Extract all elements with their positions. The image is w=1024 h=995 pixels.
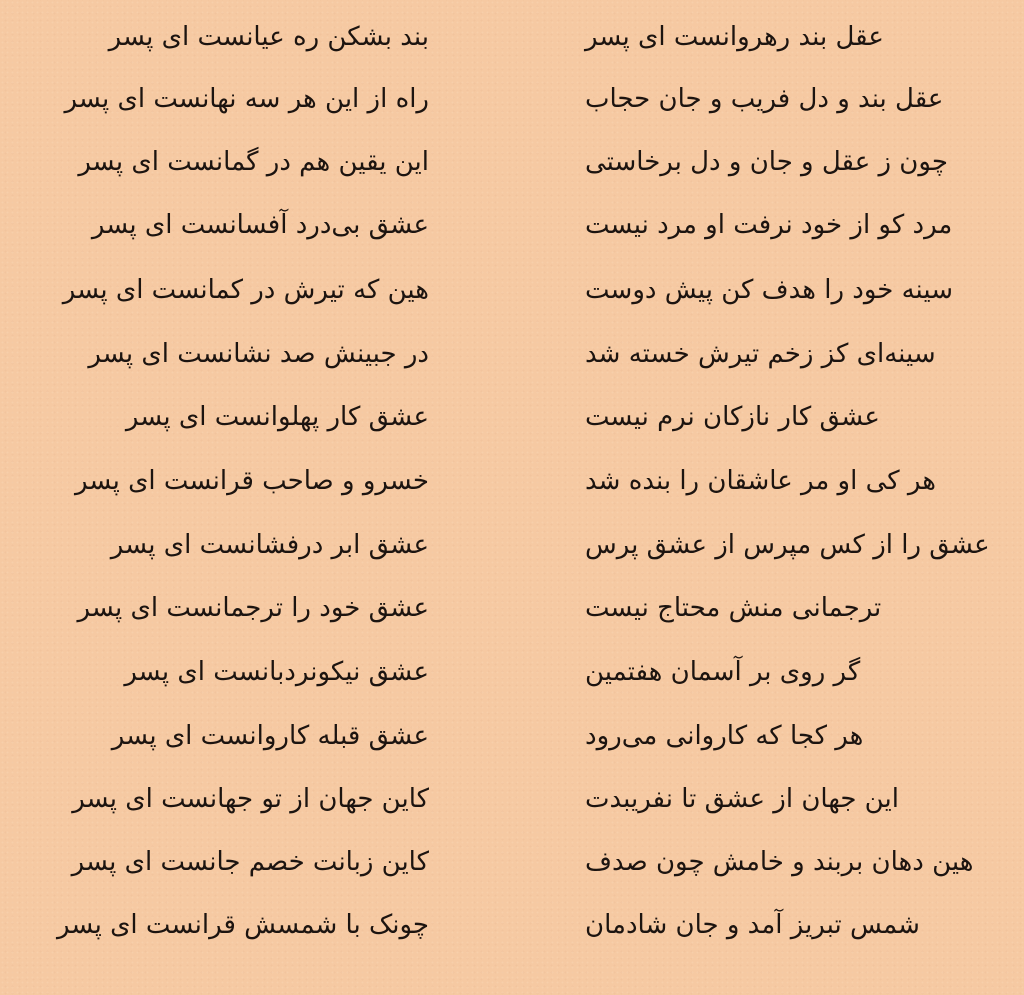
first-hemistich: شمس تبریز آمد و جان شادمان [585, 910, 920, 940]
couplet-row [0, 68, 1024, 130]
second-hemistich: عشق خود را ترجمانست ای پسر [77, 593, 429, 623]
first-hemistich: مرد کو از خود نرفت او مرد نیست [585, 210, 953, 240]
first-hemistich: عقل بند و دل فریب و جان حجاب [585, 84, 944, 114]
second-hemistich: عشق ابر درفشانست ای پسر [110, 530, 429, 560]
couplet-row [0, 894, 1024, 956]
couplet-row [0, 6, 1024, 68]
second-hemistich: خسرو و صاحب قرانست ای پسر [75, 466, 429, 496]
second-hemistich: راه از این هر سه نهانست ای پسر [64, 84, 429, 114]
second-hemistich: این یقین هم در گمانست ای پسر [78, 147, 429, 177]
second-hemistich: در جبینش صد نشانست ای پسر [88, 339, 429, 369]
second-hemistich: کاین زبانت خصم جانست ای پسر [71, 847, 429, 877]
first-hemistich: هین دهان بربند و خامش چون صدف [585, 847, 974, 877]
couplet-row [0, 768, 1024, 830]
first-hemistich: چون ز عقل و جان و دل برخاستی [585, 147, 948, 177]
second-hemistich: کاین جهان از تو جهانست ای پسر [72, 784, 429, 814]
couplet-row [0, 641, 1024, 703]
couplet-row [0, 386, 1024, 448]
first-hemistich: سینه خود را هدف کن پیش دوست [585, 275, 954, 305]
second-hemistich: عشق نیکونردبانست ای پسر [124, 657, 429, 687]
couplet-row [0, 577, 1024, 639]
second-hemistich: بند بشکن ره عیانست ای پسر [108, 22, 429, 52]
couplet-row [0, 131, 1024, 193]
couplet-row [0, 194, 1024, 256]
couplet-row [0, 514, 1024, 576]
first-hemistich: عشق کار نازکان نرم نیست [585, 402, 880, 432]
first-hemistich: عقل بند رهروانست ای پسر [585, 22, 884, 52]
first-hemistich: گر روی بر آسمان هفتمین [585, 657, 861, 687]
second-hemistich: هین که تیرش در کمانست ای پسر [62, 275, 429, 305]
first-hemistich: این جهان از عشق تا نفریبدت [585, 784, 899, 814]
couplet-row [0, 450, 1024, 512]
first-hemistich: هر کی او مر عاشقان را بنده شد [585, 466, 936, 496]
first-hemistich: سینه‌ای کز زخم تیرش خسته شد [585, 339, 936, 369]
couplet-row [0, 831, 1024, 893]
first-hemistich: عشق را از کس مپرس از عشق پرس [585, 530, 990, 560]
second-hemistich: عشق کار پهلوانست ای پسر [125, 402, 429, 432]
second-hemistich: عشق قبله کاروانست ای پسر [111, 721, 429, 751]
second-hemistich: عشق بی‌درد آفسانست ای پسر [91, 210, 429, 240]
couplet-row [0, 705, 1024, 767]
second-hemistich: چونک با شمسش قرانست ای پسر [57, 910, 429, 940]
first-hemistich: هر کجا که کاروانی می‌رود [585, 721, 864, 751]
couplet-row [0, 323, 1024, 385]
first-hemistich: ترجمانی منش محتاج نیست [585, 593, 882, 623]
couplet-row [0, 259, 1024, 321]
